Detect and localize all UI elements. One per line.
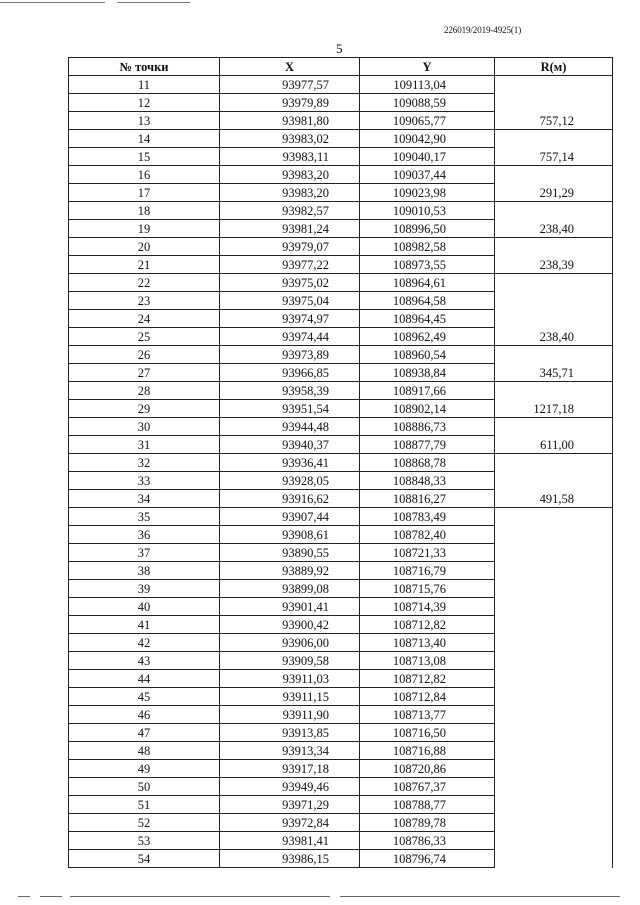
radius-cell <box>495 94 613 112</box>
table-row <box>69 598 613 616</box>
radius-cell <box>495 526 613 544</box>
x-cell: 93936,41 <box>220 454 360 472</box>
table-row <box>69 346 613 364</box>
x-cell: 93983,11 <box>220 148 360 166</box>
table-row <box>69 562 613 580</box>
radius-cell <box>495 706 613 724</box>
point-number-cell: 38 <box>69 562 220 580</box>
radius-cell <box>495 310 613 328</box>
y-cell: 108712,84 <box>360 688 495 706</box>
x-cell: 93971,29 <box>220 796 360 814</box>
point-number-cell: 42 <box>69 634 220 652</box>
y-cell: 108982,58 <box>360 238 495 256</box>
radius-cell: 345,71 <box>495 364 613 382</box>
table-row <box>69 148 613 166</box>
table-row <box>69 166 613 184</box>
table-body <box>69 76 613 868</box>
x-cell: 93911,90 <box>220 706 360 724</box>
y-cell: 108964,45 <box>360 310 495 328</box>
y-cell: 108788,77 <box>360 796 495 814</box>
point-number-cell: 49 <box>69 760 220 778</box>
point-number-cell: 19 <box>69 220 220 238</box>
x-cell: 93889,92 <box>220 562 360 580</box>
point-number-cell: 33 <box>69 472 220 490</box>
table-row <box>69 256 613 274</box>
document-number: 226019/2019-4925(1) <box>444 25 522 35</box>
y-cell: 108960,54 <box>360 346 495 364</box>
radius-cell <box>495 562 613 580</box>
radius-cell <box>495 724 613 742</box>
table-row <box>69 202 613 220</box>
radius-cell <box>495 238 613 256</box>
x-cell: 93981,80 <box>220 112 360 130</box>
y-cell: 108789,78 <box>360 814 495 832</box>
y-cell: 108996,50 <box>360 220 495 238</box>
radius-cell: 757,12 <box>495 112 613 130</box>
radius-cell: 1217,18 <box>495 400 613 418</box>
point-number-cell: 54 <box>69 850 220 868</box>
point-number-cell: 44 <box>69 670 220 688</box>
point-number-cell: 28 <box>69 382 220 400</box>
y-cell: 108964,58 <box>360 292 495 310</box>
point-number-cell: 37 <box>69 544 220 562</box>
y-cell: 108721,33 <box>360 544 495 562</box>
y-cell: 108714,39 <box>360 598 495 616</box>
y-cell: 109010,53 <box>360 202 495 220</box>
radius-cell <box>495 850 613 868</box>
table-row <box>69 364 613 382</box>
x-cell: 93911,03 <box>220 670 360 688</box>
y-cell: 108713,08 <box>360 652 495 670</box>
x-cell: 93908,61 <box>220 526 360 544</box>
point-number-cell: 39 <box>69 580 220 598</box>
x-cell: 93916,62 <box>220 490 360 508</box>
radius-cell <box>495 130 613 148</box>
table-row <box>69 526 613 544</box>
y-cell: 109113,04 <box>360 76 495 94</box>
table-row <box>69 616 613 634</box>
radius-cell <box>495 742 613 760</box>
point-number-cell: 16 <box>69 166 220 184</box>
radius-cell: 238,39 <box>495 256 613 274</box>
header-point-number: № точки <box>69 58 220 76</box>
table-row <box>69 544 613 562</box>
radius-cell: 491,58 <box>495 490 613 508</box>
x-cell: 93917,18 <box>220 760 360 778</box>
y-cell: 108713,40 <box>360 634 495 652</box>
x-cell: 93979,07 <box>220 238 360 256</box>
radius-cell <box>495 616 613 634</box>
x-cell: 93983,20 <box>220 166 360 184</box>
radius-cell <box>495 670 613 688</box>
point-number-cell: 27 <box>69 364 220 382</box>
point-number-cell: 52 <box>69 814 220 832</box>
y-cell: 109023,98 <box>360 184 495 202</box>
radius-cell <box>495 382 613 400</box>
radius-cell: 291,29 <box>495 184 613 202</box>
radius-cell <box>495 814 613 832</box>
y-cell: 108716,79 <box>360 562 495 580</box>
y-cell: 108712,82 <box>360 616 495 634</box>
y-cell: 108716,50 <box>360 724 495 742</box>
x-cell: 93940,37 <box>220 436 360 454</box>
point-number-cell: 15 <box>69 148 220 166</box>
point-number-cell: 25 <box>69 328 220 346</box>
header-x: X <box>220 58 360 76</box>
y-cell: 108796,74 <box>360 850 495 868</box>
table-row <box>69 490 613 508</box>
point-number-cell: 17 <box>69 184 220 202</box>
point-number-cell: 47 <box>69 724 220 742</box>
point-number-cell: 34 <box>69 490 220 508</box>
table-row <box>69 832 613 850</box>
table-row <box>69 472 613 490</box>
point-number-cell: 26 <box>69 346 220 364</box>
y-cell: 108715,76 <box>360 580 495 598</box>
point-number-cell: 32 <box>69 454 220 472</box>
radius-cell <box>495 346 613 364</box>
point-number-cell: 13 <box>69 112 220 130</box>
table-row <box>69 328 613 346</box>
x-cell: 93975,02 <box>220 274 360 292</box>
x-cell: 93913,34 <box>220 742 360 760</box>
x-cell: 93973,89 <box>220 346 360 364</box>
header-radius: R(м) <box>495 58 613 76</box>
radius-cell <box>495 634 613 652</box>
table-row <box>69 634 613 652</box>
point-number-cell: 41 <box>69 616 220 634</box>
radius-cell <box>495 598 613 616</box>
table-row <box>69 652 613 670</box>
radius-cell <box>495 472 613 490</box>
table-row <box>69 814 613 832</box>
x-cell: 93911,15 <box>220 688 360 706</box>
point-number-cell: 29 <box>69 400 220 418</box>
table-row <box>69 382 613 400</box>
x-cell: 93982,57 <box>220 202 360 220</box>
table-row <box>69 850 613 868</box>
radius-cell <box>495 202 613 220</box>
coordinates-table <box>68 57 613 868</box>
x-cell: 93974,44 <box>220 328 360 346</box>
radius-cell: 757,14 <box>495 148 613 166</box>
point-number-cell: 30 <box>69 418 220 436</box>
y-cell: 108902,14 <box>360 400 495 418</box>
table-row <box>69 706 613 724</box>
table-row <box>69 580 613 598</box>
point-number-cell: 51 <box>69 796 220 814</box>
y-cell: 108886,73 <box>360 418 495 436</box>
x-cell: 93981,24 <box>220 220 360 238</box>
point-number-cell: 21 <box>69 256 220 274</box>
table-row <box>69 436 613 454</box>
y-cell: 109037,44 <box>360 166 495 184</box>
radius-cell <box>495 292 613 310</box>
point-number-cell: 36 <box>69 526 220 544</box>
table-row <box>69 760 613 778</box>
x-cell: 93977,57 <box>220 76 360 94</box>
x-cell: 93986,15 <box>220 850 360 868</box>
table-row <box>69 688 613 706</box>
table-row <box>69 400 613 418</box>
radius-cell <box>495 166 613 184</box>
y-cell: 108720,86 <box>360 760 495 778</box>
point-number-cell: 23 <box>69 292 220 310</box>
radius-cell <box>495 454 613 472</box>
point-number-cell: 40 <box>69 598 220 616</box>
point-number-cell: 43 <box>69 652 220 670</box>
table-row <box>69 310 613 328</box>
x-cell: 93913,85 <box>220 724 360 742</box>
x-cell: 93983,02 <box>220 130 360 148</box>
table-row <box>69 94 613 112</box>
y-cell: 108783,49 <box>360 508 495 526</box>
point-number-cell: 46 <box>69 706 220 724</box>
radius-cell <box>495 778 613 796</box>
radius-cell <box>495 274 613 292</box>
x-cell: 93972,84 <box>220 814 360 832</box>
table-header-row <box>69 58 613 76</box>
radius-cell: 238,40 <box>495 220 613 238</box>
radius-cell <box>495 796 613 814</box>
table-row <box>69 112 613 130</box>
point-number-cell: 48 <box>69 742 220 760</box>
x-cell: 93975,04 <box>220 292 360 310</box>
y-cell: 108713,77 <box>360 706 495 724</box>
x-cell: 93906,00 <box>220 634 360 652</box>
x-cell: 93900,42 <box>220 616 360 634</box>
x-cell: 93958,39 <box>220 382 360 400</box>
x-cell: 93901,41 <box>220 598 360 616</box>
point-number-cell: 35 <box>69 508 220 526</box>
radius-cell <box>495 418 613 436</box>
radius-cell <box>495 580 613 598</box>
point-number-cell: 22 <box>69 274 220 292</box>
y-cell: 108877,79 <box>360 436 495 454</box>
radius-cell <box>495 688 613 706</box>
y-cell: 108767,37 <box>360 778 495 796</box>
x-cell: 93909,58 <box>220 652 360 670</box>
radius-cell <box>495 508 613 526</box>
radius-cell: 611,00 <box>495 436 613 454</box>
point-number-cell: 24 <box>69 310 220 328</box>
y-cell: 108962,49 <box>360 328 495 346</box>
point-number-cell: 12 <box>69 94 220 112</box>
x-cell: 93899,08 <box>220 580 360 598</box>
table-row <box>69 508 613 526</box>
point-number-cell: 11 <box>69 76 220 94</box>
radius-cell <box>495 544 613 562</box>
y-cell: 109042,90 <box>360 130 495 148</box>
x-cell: 93951,54 <box>220 400 360 418</box>
table-row <box>69 220 613 238</box>
point-number-cell: 53 <box>69 832 220 850</box>
y-cell: 108716,88 <box>360 742 495 760</box>
radius-cell <box>495 652 613 670</box>
y-cell: 109040,17 <box>360 148 495 166</box>
y-cell: 108868,78 <box>360 454 495 472</box>
radius-cell <box>495 760 613 778</box>
y-cell: 108782,40 <box>360 526 495 544</box>
x-cell: 93928,05 <box>220 472 360 490</box>
y-cell: 108848,33 <box>360 472 495 490</box>
x-cell: 93977,22 <box>220 256 360 274</box>
table-row <box>69 76 613 94</box>
x-cell: 93907,44 <box>220 508 360 526</box>
point-number-cell: 45 <box>69 688 220 706</box>
x-cell: 93944,48 <box>220 418 360 436</box>
point-number-cell: 18 <box>69 202 220 220</box>
y-cell: 108973,55 <box>360 256 495 274</box>
y-cell: 108938,84 <box>360 364 495 382</box>
y-cell: 108917,66 <box>360 382 495 400</box>
y-cell: 109088,59 <box>360 94 495 112</box>
table-row <box>69 274 613 292</box>
table-row <box>69 742 613 760</box>
x-cell: 93979,89 <box>220 94 360 112</box>
point-number-cell: 20 <box>69 238 220 256</box>
point-number-cell: 14 <box>69 130 220 148</box>
x-cell: 93966,85 <box>220 364 360 382</box>
table-row <box>69 796 613 814</box>
y-cell: 108786,33 <box>360 832 495 850</box>
y-cell: 109065,77 <box>360 112 495 130</box>
table-row <box>69 238 613 256</box>
table-row <box>69 670 613 688</box>
x-cell: 93949,46 <box>220 778 360 796</box>
x-cell: 93983,20 <box>220 184 360 202</box>
x-cell: 93890,55 <box>220 544 360 562</box>
y-cell: 108712,82 <box>360 670 495 688</box>
table-row <box>69 724 613 742</box>
point-number-cell: 31 <box>69 436 220 454</box>
x-cell: 93981,41 <box>220 832 360 850</box>
radius-cell <box>495 76 613 94</box>
table-row <box>69 184 613 202</box>
table-row <box>69 130 613 148</box>
x-cell: 93974,97 <box>220 310 360 328</box>
table-row <box>69 292 613 310</box>
y-cell: 108964,61 <box>360 274 495 292</box>
table-row <box>69 778 613 796</box>
y-cell: 108816,27 <box>360 490 495 508</box>
page-number: 5 <box>336 41 343 56</box>
radius-cell: 238,40 <box>495 328 613 346</box>
header-y: Y <box>360 58 495 76</box>
radius-cell <box>495 832 613 850</box>
point-number-cell: 50 <box>69 778 220 796</box>
table-row <box>69 418 613 436</box>
table-row <box>69 454 613 472</box>
